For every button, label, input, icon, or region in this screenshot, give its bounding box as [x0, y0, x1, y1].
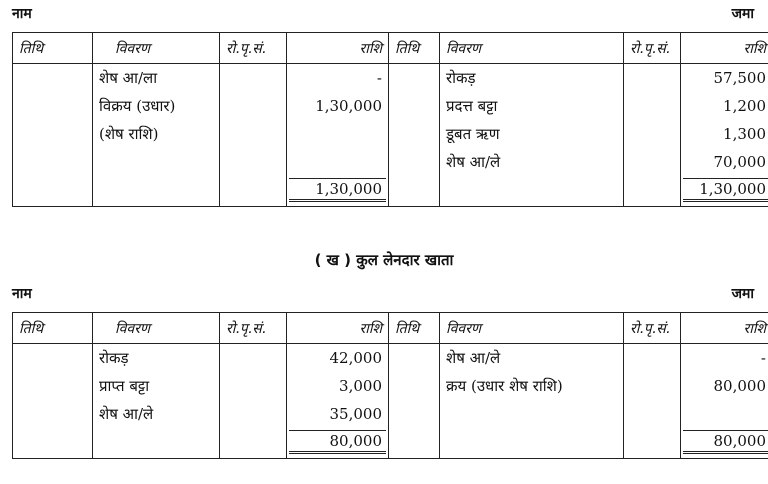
ledger-table-1 — [12, 32, 768, 207]
table-row — [13, 64, 768, 93]
table-row — [13, 92, 768, 120]
debit-total: 1,30,000 — [289, 178, 386, 202]
table-row — [13, 148, 768, 176]
header-particulars: विवरण — [93, 313, 220, 344]
header-amount: राशि — [681, 33, 768, 64]
section-title: ( ख ) कुल लेनदार खाता — [314, 251, 454, 269]
credit-total: 1,30,000 — [683, 178, 768, 202]
header-jf: रो.पृ.सं. — [220, 313, 287, 344]
header-date: तिथि — [389, 313, 440, 344]
credit-particulars — [440, 400, 624, 428]
credit-particulars: क्रय (उधार शेष राशि) — [440, 372, 624, 400]
debit-amount: - — [287, 64, 389, 93]
debit-particulars: रोकड़ — [93, 344, 220, 373]
total-row — [13, 428, 768, 459]
table-row — [13, 400, 768, 428]
credit-particulars: डूबत ऋण — [440, 120, 624, 148]
dr-label: नाम — [12, 6, 32, 22]
credit-particulars: शेष आ/ले — [440, 344, 624, 373]
credit-amount: 1,200 — [681, 92, 768, 120]
credit-total: 80,000 — [683, 430, 768, 454]
credit-amount: 57,500 — [681, 64, 768, 93]
header-amount: राशि — [287, 33, 389, 64]
credit-particulars: शेष आ/ले — [440, 148, 624, 176]
credit-amount — [681, 400, 768, 428]
table-row — [13, 120, 768, 148]
table-row — [13, 344, 768, 373]
debit-particulars: विक्रय (उधार) — [93, 92, 220, 120]
debit-amount — [287, 120, 389, 148]
debit-amount — [287, 148, 389, 176]
debit-particulars: शेष आ/ला — [93, 64, 220, 93]
debit-amount: 1,30,000 — [287, 92, 389, 120]
debit-particulars: शेष आ/ले — [93, 400, 220, 428]
header-jf: रो.पृ.सं. — [624, 33, 681, 64]
credit-amount: 1,300 — [681, 120, 768, 148]
debit-particulars: प्राप्त बट्टा — [93, 372, 220, 400]
debit-amount: 42,000 — [287, 344, 389, 373]
header-amount: राशि — [681, 313, 768, 344]
header-particulars: विवरण — [440, 33, 624, 64]
debit-amount: 3,000 — [287, 372, 389, 400]
debit-total: 80,000 — [289, 430, 386, 454]
header-jf: रो.पृ.सं. — [220, 33, 287, 64]
header-particulars: विवरण — [440, 313, 624, 344]
credit-amount: 80,000 — [681, 372, 768, 400]
header-date: तिथि — [13, 313, 93, 344]
header-amount: राशि — [287, 313, 389, 344]
header-jf: रो.पृ.सं. — [624, 313, 681, 344]
header-row — [13, 313, 768, 344]
header-particulars: विवरण — [93, 33, 220, 64]
table-row — [13, 372, 768, 400]
cr-label: जमा — [731, 286, 754, 302]
credit-amount: 70,000 — [681, 148, 768, 176]
header-date: तिथि — [13, 33, 93, 64]
debit-particulars — [93, 148, 220, 176]
credit-particulars: प्रदत्त बट्टा — [440, 92, 624, 120]
total-row — [13, 176, 768, 207]
debit-amount: 35,000 — [287, 400, 389, 428]
credit-amount: - — [681, 344, 768, 373]
header-row — [13, 33, 768, 64]
credit-particulars: रोकड़ — [440, 64, 624, 93]
debit-particulars: (शेष राशि) — [93, 120, 220, 148]
cr-label: जमा — [731, 6, 754, 22]
ledger-table-2 — [12, 312, 768, 459]
header-date: तिथि — [389, 33, 440, 64]
dr-label: नाम — [12, 286, 32, 302]
